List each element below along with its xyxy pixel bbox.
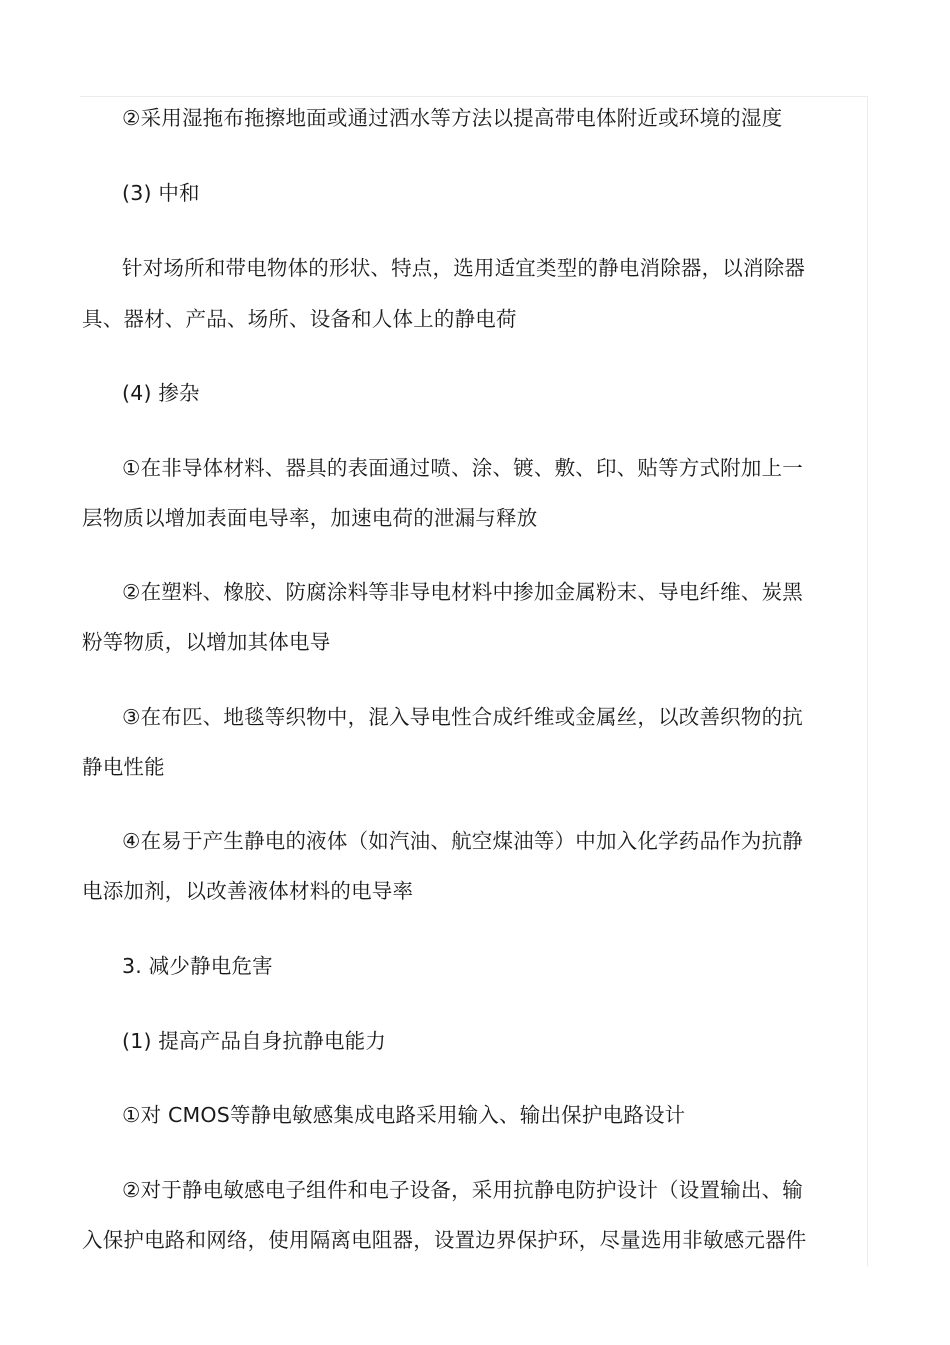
section-heading: (3) 中和	[122, 181, 200, 205]
paragraph-line: ③在布匹、地毯等织物中，混入导电性合成纤维或金属丝，以改善织物的抗	[122, 705, 803, 729]
paragraph-line: ④在易于产生静电的液体（如汽油、航空煤油等）中加入化学药品作为抗静	[122, 829, 803, 853]
paragraph-line: ①在非导体材料、器具的表面通过喷、涂、镀、敷、印、贴等方式附加上一	[122, 456, 803, 480]
section-heading: (1) 提高产品自身抗静电能力	[122, 1029, 387, 1053]
paragraph-line: ②对于静电敏感电子组件和电子设备，采用抗静电防护设计（设置输出、输	[122, 1178, 803, 1202]
paragraph-line: 入保护电路和网络，使用隔离电阻器，设置边界保护环，尽量选用非敏感元器件	[82, 1228, 807, 1252]
paragraph-line: ②在塑料、橡胶、防腐涂料等非导电材料中掺加金属粉末、导电纤维、炭黑	[122, 580, 803, 604]
paragraph-line: 具、器材、产品、场所、设备和人体上的静电荷	[82, 307, 517, 331]
paragraph-line: ①对 CMOS等静电敏感集成电路采用输入、输出保护电路设计	[122, 1103, 686, 1127]
paragraph-line: 针对场所和带电物体的形状、特点，选用适宜类型的静电消除器，以消除器	[122, 256, 806, 280]
paragraph-line: 层物质以增加表面电导率，加速电荷的泄漏与释放	[82, 506, 538, 530]
section-heading: 3. 减少静电危害	[122, 954, 273, 978]
paragraph-line: 粉等物质，以增加其体电导	[82, 630, 331, 654]
section-heading: (4) 掺杂	[122, 381, 200, 405]
paragraph-line: 电添加剂，以改善液体材料的电导率	[82, 879, 414, 903]
paragraph-line: 静电性能	[82, 755, 165, 779]
paragraph-line: ②采用湿拖布拖擦地面或通过洒水等方法以提高带电体附近或环境的湿度	[122, 106, 783, 130]
